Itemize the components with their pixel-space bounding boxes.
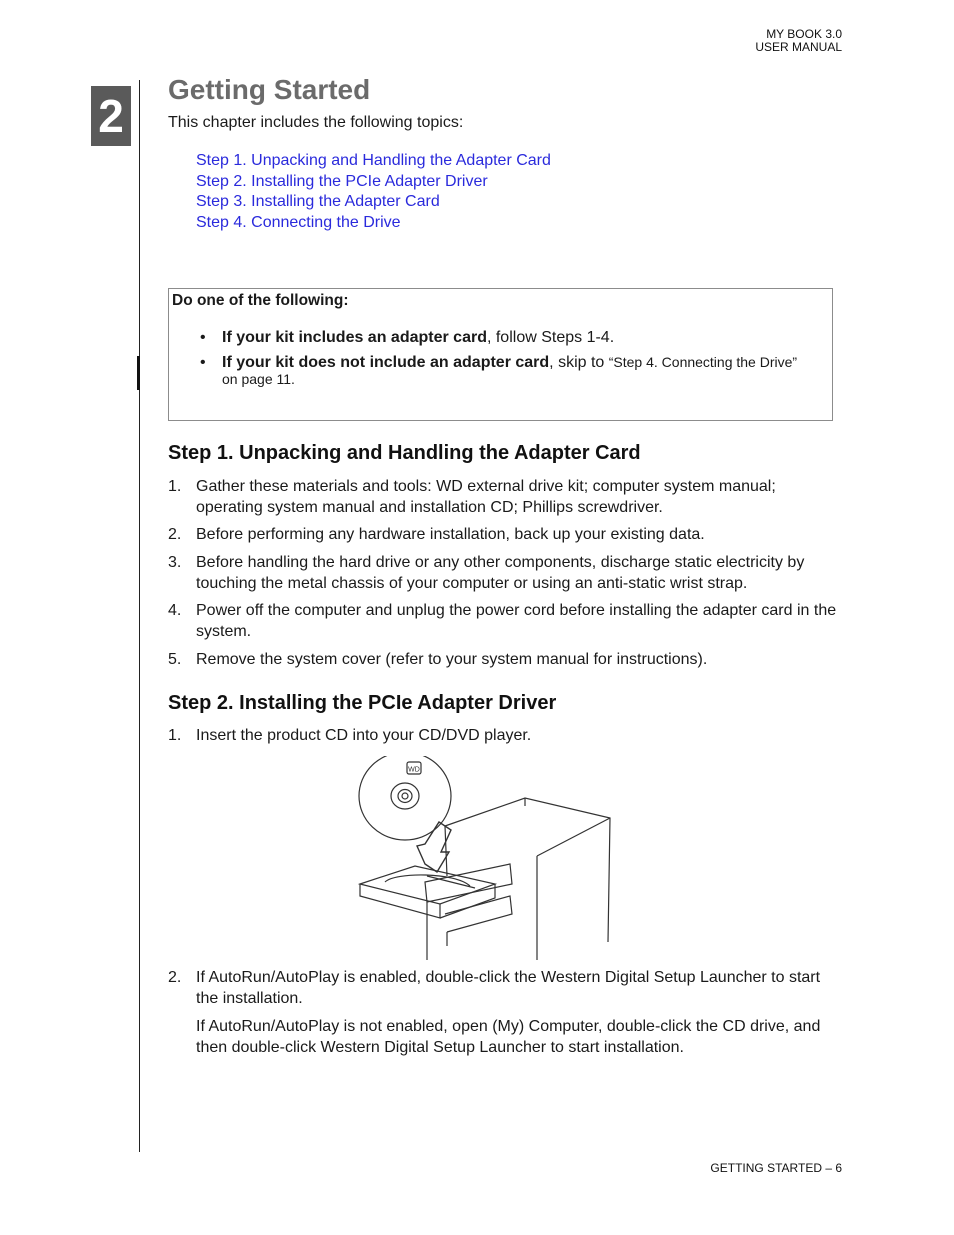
toc-link-step-4[interactable]: Step 4. Connecting the Drive xyxy=(196,213,401,231)
margin-rule xyxy=(139,80,140,1152)
list-item xyxy=(168,525,840,546)
list-item xyxy=(168,601,840,642)
item-number: 5. xyxy=(168,651,182,668)
item-text: Gather these materials and tools: WD external drive kit; computer system manual; operating system manual and installation CD; Phillips screwdriver. xyxy=(196,478,776,516)
chapter-intro: This chapter includes the following topics: xyxy=(168,114,464,131)
toc-link-step-3[interactable]: Step 3. Installing the Adapter Card xyxy=(196,193,440,210)
notice-title: Do one of the following: xyxy=(172,292,349,309)
page-footer: GETTING STARTED – 6 xyxy=(710,1161,842,1175)
item-text: Before performing any hardware installation, back up your existing data. xyxy=(196,526,705,543)
notice-item-condition: If your kit includes an adapter card xyxy=(222,329,487,346)
item-number: 2. xyxy=(168,526,182,543)
section-heading-step-1: Step 1. Unpacking and Handling the Adapter Card xyxy=(168,442,641,464)
item-number: 2. xyxy=(168,969,182,986)
section-heading-step-2: Step 2. Installing the PCIe Adapter Driver xyxy=(168,692,557,714)
toc-link-step-2[interactable]: Step 2. Installing the PCIe Adapter Driver xyxy=(196,172,488,190)
item-number: 3. xyxy=(168,554,182,571)
list-item xyxy=(168,726,840,747)
bullet-marker: • xyxy=(200,329,206,346)
item-number: 4. xyxy=(168,602,182,619)
topic-list xyxy=(196,151,551,233)
chapter-number-tab: 2 xyxy=(91,86,131,146)
item-text: Power off the computer and unplug the power cord before installing the adapter card in the system. xyxy=(196,602,837,640)
item-number: 1. xyxy=(168,727,182,744)
list-item xyxy=(168,968,840,1009)
cross-reference-link[interactable]: “Step 4. Connecting the Drive” on page 11. xyxy=(222,354,798,387)
header-manual: USER MANUAL xyxy=(755,40,842,54)
item-note: If AutoRun/AutoPlay is not enabled, open (My) Computer, double-click the CD drive, and then double-click Western Digital Setup Launcher to start installation. xyxy=(196,1018,821,1056)
item-text: Remove the system cover (refer to your system manual for instructions). xyxy=(196,651,708,668)
notice-box xyxy=(168,288,833,421)
cd-logo: WD xyxy=(408,766,420,774)
list-item xyxy=(168,553,840,594)
change-bar xyxy=(137,356,140,390)
header-product: MY BOOK 3.0 xyxy=(766,27,842,41)
list-item xyxy=(168,477,840,518)
notice-item-action: , follow Steps 1-4. xyxy=(486,329,615,346)
item-number: 1. xyxy=(168,478,182,495)
list-item xyxy=(168,650,840,671)
notice-item-action: , skip to xyxy=(549,354,609,371)
chapter-title: Getting Started xyxy=(168,74,371,105)
insert-cd-illustration xyxy=(355,756,617,960)
item-text: Before handling the hard drive or any other components, discharge static electricity by touching the metal chassis of your computer or using an anti-static wrist strap. xyxy=(196,554,805,592)
item-text: If AutoRun/AutoPlay is enabled, double-click the Western Digital Setup Launcher to start the installation. xyxy=(196,969,821,1007)
bullet-marker: • xyxy=(200,354,206,371)
toc-link-step-1[interactable]: Step 1. Unpacking and Handling the Adapter Card xyxy=(196,152,551,169)
running-header xyxy=(755,28,842,54)
notice-item-condition: If your kit does not include an adapter card xyxy=(222,354,550,371)
item-text: Insert the product CD into your CD/DVD player. xyxy=(196,727,532,744)
